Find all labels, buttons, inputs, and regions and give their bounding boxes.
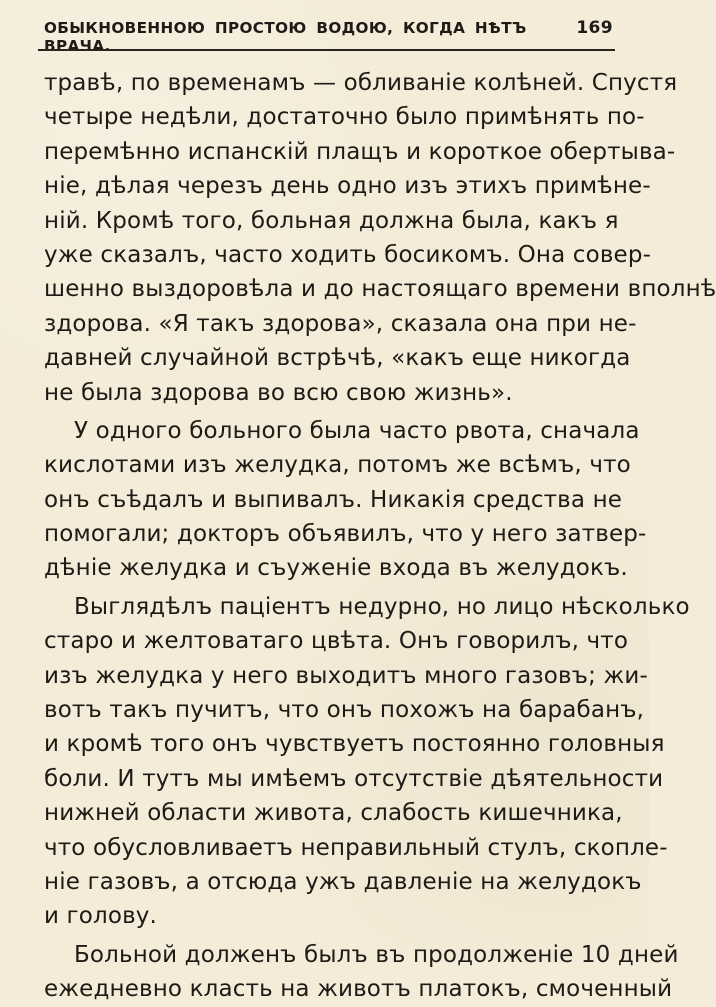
- text-line: онъ съѣдалъ и выпивалъ. Никакія средства не: [44, 486, 623, 513]
- text-line: что обусловливаетъ неправильный стулъ, скопле-: [44, 834, 668, 861]
- text-line: вотъ такъ пучитъ, что онъ похожъ на барабанъ,: [44, 697, 645, 724]
- paragraph: [44, 590, 690, 934]
- text-line: кислотами изъ желудка, потомъ же всѣмъ, что: [44, 452, 631, 479]
- text-line: шенно выздоровѣла и до настоящаго времени вполнѣ: [44, 276, 716, 303]
- text-line: здорова. «Я такъ здорова», сказала она при не-: [44, 310, 637, 337]
- text-line: дѣніе желудка и съуженіе входа въ желудокъ.: [44, 555, 628, 582]
- paragraph: [44, 414, 647, 586]
- text-line: ніе газовъ, а отсюда ужъ давленіе на желудокъ: [44, 868, 642, 895]
- text-line: боли. И тутъ мы имѣемъ отсутствіе дѣятельности: [44, 765, 664, 792]
- text-line: уже сказалъ, часто ходить босикомъ. Она совер-: [44, 241, 652, 268]
- text-line: травѣ, по временамъ — обливаніе колѣней. Спустя: [44, 70, 678, 96]
- header-rule: [38, 49, 615, 51]
- text-line: У одного больного была часто рвота, сначала: [74, 417, 640, 444]
- text-line: четыре недѣли, достаточно было примѣнять по-: [44, 104, 645, 131]
- page-number: 169: [576, 18, 613, 38]
- text-line: нижней области живота, слабость кишечника,: [44, 800, 623, 827]
- text-line: и кромѣ того онъ чувствуетъ постоянно головныя: [44, 731, 665, 758]
- running-head-title: ОБЫКНОВЕННОЮ ПРОСТОЮ ВОДОЮ, КОГДА НѢТЪ ВРАЧА.: [44, 19, 527, 55]
- text-line: Больной долженъ былъ въ продолженіе 10 дней: [74, 941, 679, 968]
- body-text: [44, 66, 716, 1007]
- paragraph: [44, 938, 679, 1007]
- paragraph: [44, 66, 716, 410]
- text-line: старо и желтоватаго цвѣта. Онъ говорилъ, что: [44, 628, 629, 655]
- text-line: ній. Кромѣ того, больная должна была, какъ я: [44, 207, 619, 234]
- text-line: не была здорова во всю свою жизнь».: [44, 379, 513, 406]
- running-header: [44, 18, 613, 55]
- text-line: помогали; докторъ объявилъ, что у него затвер-: [44, 521, 647, 548]
- text-line: ніе, дѣлая черезъ день одно изъ этихъ примѣне-: [44, 173, 651, 200]
- text-line: Выглядѣлъ паціентъ недурно, но лицо нѣсколько: [74, 593, 690, 620]
- text-line: и голову.: [44, 903, 158, 930]
- text-line: изъ желудка у него выходитъ много газовъ; жи-: [44, 662, 648, 689]
- text-line: давней случайной встрѣчѣ, «какъ еще никогда: [44, 345, 631, 372]
- text-line: ежедневно класть на животъ платокъ, смоченный: [44, 976, 673, 1003]
- text-line: перемѣнно испанскій плащъ и короткое обертыва-: [44, 138, 676, 165]
